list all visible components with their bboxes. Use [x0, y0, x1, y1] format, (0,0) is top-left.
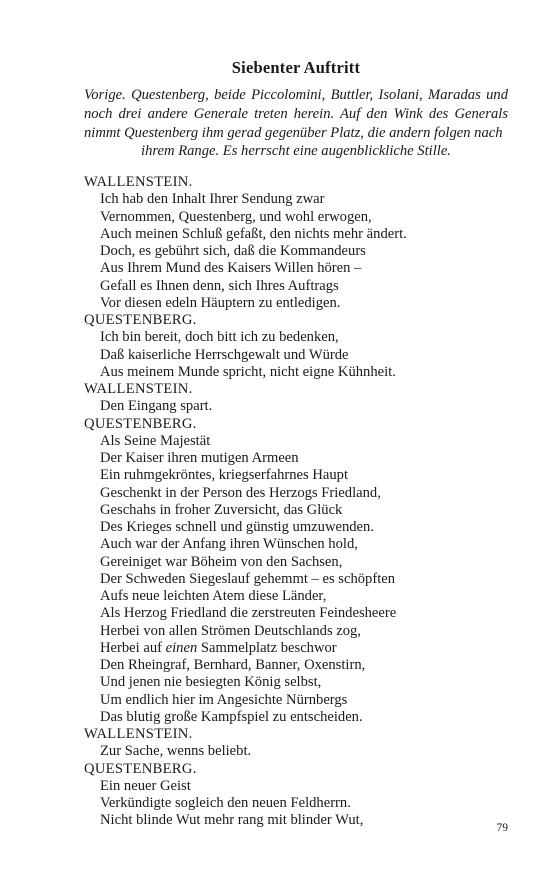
- verse-line: Daß kaiserliche Herrschgewalt und Würde: [100, 346, 349, 363]
- verse-line: Des Krieges schnell und günstig umzuwenden.: [100, 519, 374, 536]
- verse-line: Ein neuer Geist: [100, 777, 191, 794]
- page-number: 79: [496, 822, 508, 834]
- stage-direction: [84, 86, 508, 161]
- verse-line: Ein ruhmgekröntes, kriegserfahrnes Haupt: [100, 467, 349, 484]
- verse-text: Herbei auf: [100, 639, 166, 656]
- verse-line: Geschahs in froher Zuversicht, das Glück: [100, 501, 343, 518]
- stage-direction-line: Vorige. Questenberg, beide Piccolomini, Buttler, Isolani, Maradas und: [84, 87, 508, 103]
- stage-direction-line: nimmt Questenberg ihm gerad gegenüber Platz, die andern folgen nach: [84, 124, 503, 141]
- verse-line: Ich bin bereit, doch bitt ich zu bedenken,: [100, 329, 339, 346]
- speaker-name: WALLENSTEIN.: [84, 381, 193, 398]
- verse-text: Sammelplatz beschwor: [197, 639, 337, 656]
- verse-line: Verkündigte sogleich den neuen Feldherrn.: [100, 795, 351, 812]
- speaker-name: WALLENSTEIN.: [84, 174, 193, 191]
- verse-line: Den Eingang spart.: [100, 398, 213, 415]
- speaker-name: QUESTENBERG.: [84, 312, 197, 329]
- stage-direction-line: ihrem Range. Es herrscht eine augenblickliche Stille.: [141, 143, 451, 160]
- verse-line: Doch, es gebührt sich, daß die Kommandeurs: [100, 243, 366, 260]
- speaker-name: WALLENSTEIN.: [84, 726, 193, 743]
- speaker-name: QUESTENBERG.: [84, 760, 197, 777]
- verse-line: Auch war der Anfang ihren Wünschen hold,: [100, 536, 358, 553]
- verse-line: Vernommen, Questenberg, und wohl erwogen,: [100, 208, 372, 225]
- scene-title: Siebenter Auftritt: [231, 58, 361, 77]
- verse-line: [100, 640, 508, 657]
- page-body: [84, 58, 508, 830]
- stage-direction-line: noch drei andere Generale treten herein. Auf den Wink des Generals: [84, 105, 508, 122]
- verse-line: Ich hab den Inhalt Ihrer Sendung zwar: [100, 191, 325, 208]
- verse-line: Gereiniget war Böheim von den Sachsen,: [100, 553, 343, 570]
- verse-line: Gefall es Ihnen denn, sich Ihres Auftrags: [100, 277, 339, 294]
- verse-line: Nicht blinde Wut mehr rang mit blinder Wut,: [100, 812, 364, 829]
- verse-line: Den Rheingraf, Bernhard, Banner, Oxenstirn,: [100, 657, 366, 674]
- verse-line: Zur Sache, wenns beliebt.: [100, 743, 252, 760]
- verse-line: Das blutig große Kampfspiel zu entscheiden.: [100, 708, 363, 725]
- verse-line: Als Seine Majestät: [100, 432, 211, 449]
- verse-line: Auch meinen Schluß gefaßt, den nichts mehr ändert.: [100, 225, 407, 242]
- verse-line: Aufs neue leichten Atem diese Länder,: [100, 588, 327, 605]
- verse-line: Und jenen nie besiegten König selbst,: [100, 674, 322, 691]
- verse-line: Vor diesen edeln Häuptern zu entledigen.: [100, 294, 341, 311]
- verse-line: Um endlich hier im Angesichte Nürnbergs: [100, 691, 348, 708]
- verse-line: Geschenkt in der Person des Herzogs Friedland,: [100, 484, 381, 501]
- verse-line: Der Schweden Siegeslauf gehemmt – es schöpften: [100, 570, 396, 587]
- verse-line: Herbei von allen Strömen Deutschlands zog,: [100, 622, 361, 639]
- dialogue: [84, 174, 508, 830]
- verse-line: Der Kaiser ihren mutigen Armeen: [100, 450, 299, 467]
- emphasized-word: einen: [165, 639, 198, 656]
- verse-line: Als Herzog Friedland die zerstreuten Feindesheere: [100, 605, 397, 622]
- speaker-name: QUESTENBERG.: [84, 415, 197, 432]
- verse-line: Aus meinem Munde spricht, nicht eigne Kühnheit.: [100, 363, 396, 380]
- verse-line: Aus Ihrem Mund des Kaisers Willen hören –: [100, 260, 362, 277]
